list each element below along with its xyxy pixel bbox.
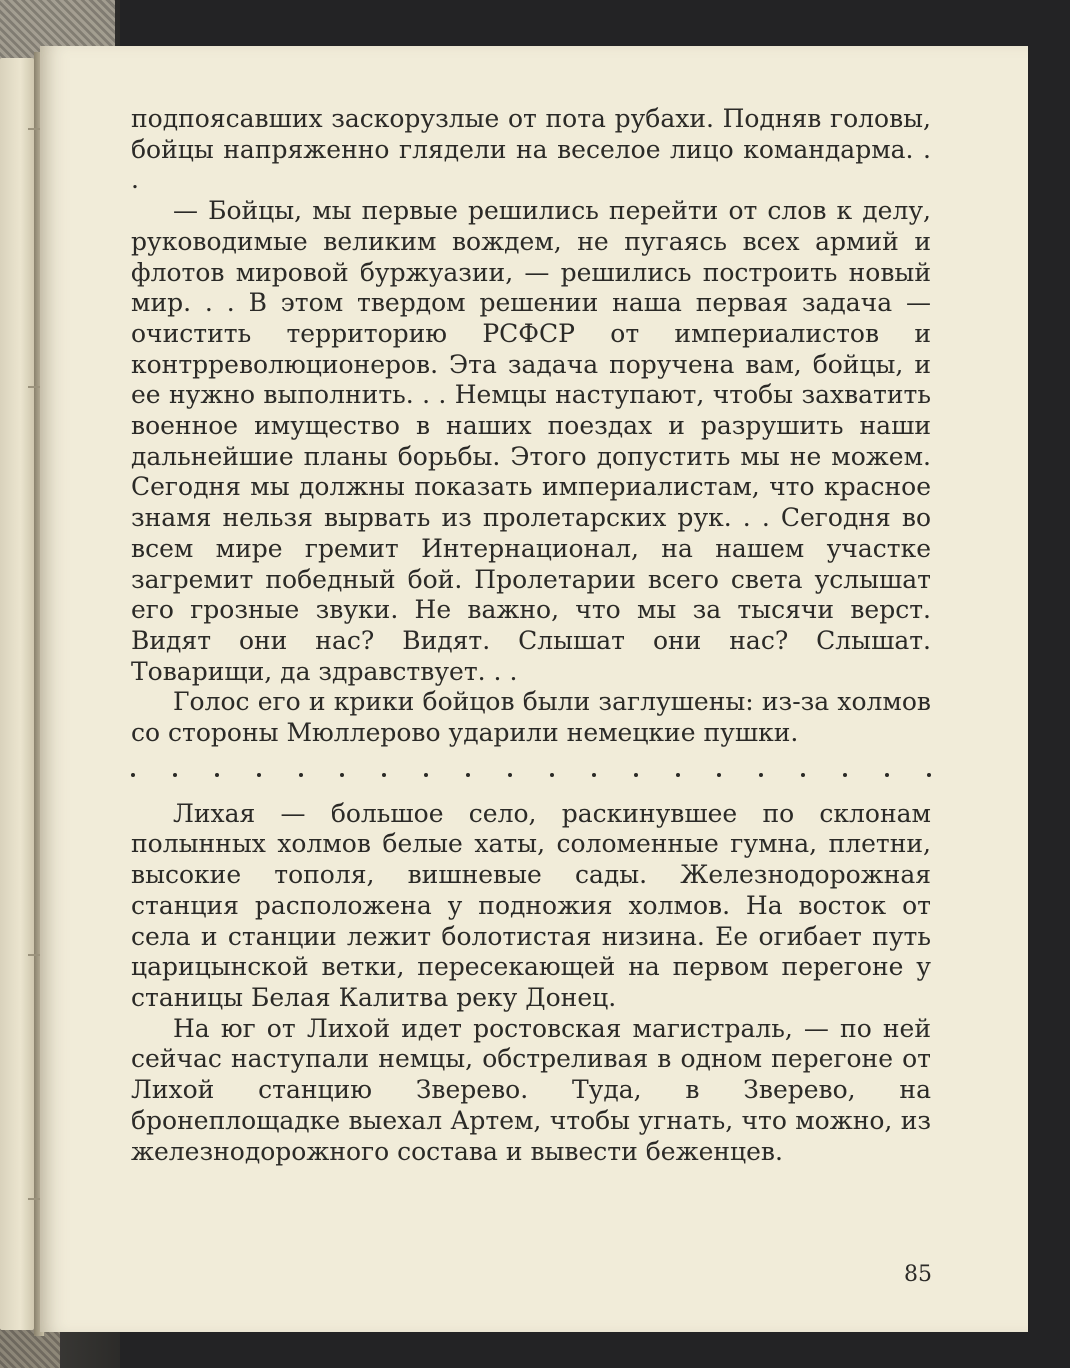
book-page: [40, 46, 1028, 1332]
paragraph: На юг от Лихой идет ростовская магистраль, — по ней сейчас наступали немцы, обстреливая в одном перегоне от Лихой станцию Зверево. Туда, в Зверево, на бронеплощадке выехал Артем, чтобы угнать, что можно, из железнодорожного состава и вывести беженцев.: [131, 1013, 931, 1166]
paragraph: Лихая — большое село, раскинувшее по склонам полынных холмов белые хаты, соломенные гумна, плетни, высокие тополя, вишневые сады. Железнодорожная станция расположена у подножия холмов. На восток от села и станции лежит болотистая низина. Ее огибает путь царицынской ветки, пересекающей на первом перегоне у станицы Белая Калитва реку Донец.: [131, 798, 931, 1012]
paragraph: подпоясавших заскорузлые от пота рубахи. Подняв головы, бойцы напряженно глядели на веселое лицо командарма. . .: [131, 104, 931, 195]
previous-page-edge: [0, 58, 34, 1330]
page-text: [131, 104, 931, 1167]
paragraph: — Бойцы, мы первые решились перейти от слов к делу, руководимые великим вождем, не пугаясь всех армий и флотов мировой буржуазии, — решились построить новый мир. . . В этом твердом решении наша первая задача — очистить территорию РСФСР от империалистов и контрреволюционеров. Эта задача поручена вам, бойцы, и ее нужно выполнить. . . Немцы наступают, чтобы захватить военное имущество в наших поездах и разрушить наши дальнейшие планы борьбы. Этого допустить мы не можем. Сегодня мы должны показать империалистам, что красное знамя нельзя вырвать из пролетарских рук. . . Сегодня во всем мире гремит Интернационал, на нашем участке загремит победный бой. Пролетарии всего света услышат его грозные звуки. Не важно, что мы за тысячи верст. Видят они нас? Видят. Слышат они нас? Слышат. Товарищи, да здравствует. . .: [131, 196, 931, 686]
paragraph: Голос его и крики бойцов были заглушены: из-за холмов со стороны Мюллерово ударили немецкие пушки.: [131, 687, 931, 748]
section-separator-dots: [131, 763, 931, 787]
page-number: 85: [904, 1262, 932, 1287]
